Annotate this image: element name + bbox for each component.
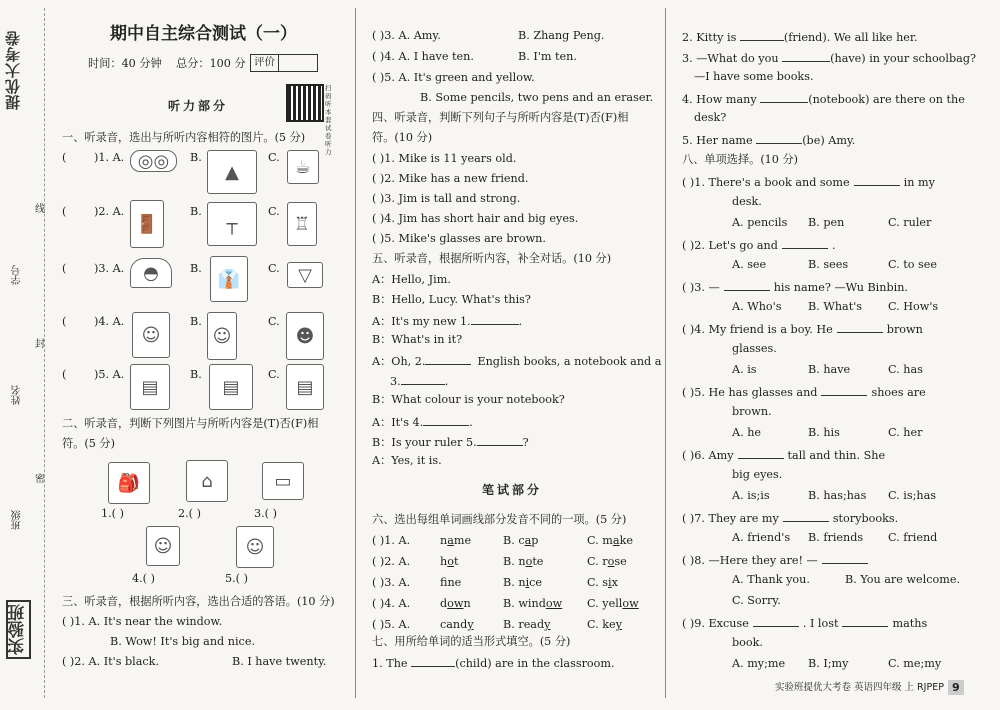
- binding-strip: [0, 0, 45, 710]
- boy-face-icon[interactable]: ☺: [146, 526, 180, 566]
- q7-item-2: [682, 30, 918, 43]
- q8-option[interactable]: A. pencils: [732, 216, 788, 229]
- q4-item-3: ( )3. Jim is tall and strong.: [372, 192, 521, 205]
- word-part: d: [440, 597, 448, 610]
- q6-item-num: ( )5. A.: [372, 618, 411, 631]
- q3-item-5-b: B. Some pencils, two pens and an eraser.: [420, 91, 654, 104]
- option-letter: C.: [587, 534, 603, 547]
- word-part: t: [453, 555, 459, 568]
- q8-option[interactable]: C. How's: [888, 300, 939, 313]
- boy-icon[interactable]: ☺: [132, 312, 170, 358]
- word-part: ce: [529, 576, 543, 589]
- q8-option[interactable]: B. has;has: [808, 489, 867, 502]
- cup-icon[interactable]: ☕: [287, 150, 319, 184]
- q7-item-1-post: (child) are in the classroom.: [455, 657, 615, 670]
- q6-option-c[interactable]: [587, 619, 622, 630]
- option-b: B.: [190, 151, 202, 164]
- q5-line-9: [372, 435, 529, 448]
- underlined-part: y: [544, 618, 551, 631]
- q3-item-3: ( )3. A. Amy.: [372, 29, 441, 42]
- q8-question: [682, 175, 935, 188]
- blank[interactable]: [782, 238, 828, 249]
- underlined-part: y: [467, 618, 474, 631]
- option-letter: B.: [503, 618, 519, 631]
- underlined-part: a: [447, 534, 454, 547]
- option-b: B.: [190, 205, 202, 218]
- q8-option[interactable]: B. What's: [808, 300, 863, 313]
- blank[interactable]: [753, 616, 799, 627]
- q8-question-rest: in my: [903, 176, 935, 189]
- english-book-icon[interactable]: ▤: [286, 364, 324, 410]
- q7-item-3b: —I have some books.: [694, 70, 814, 83]
- q8-question-rest: his name? —Wu Binbin.: [773, 281, 908, 294]
- underlined-part: o: [447, 555, 454, 568]
- q7-item-5-post: (be) Amy.: [802, 134, 856, 147]
- q5-line-3-text: A：It's my new 1.: [372, 315, 471, 328]
- q5-line-10: A：Yes, it is.: [372, 454, 442, 467]
- q2-label-5[interactable]: 5.( ): [225, 572, 248, 585]
- q2-heading-line2: 符。(5 分): [62, 437, 115, 450]
- q8-question: [682, 553, 872, 566]
- q5-line-8-text: A：It's 4.: [372, 416, 424, 429]
- q7-item-3-post: (have) in your schoolbag?: [830, 52, 976, 65]
- q6-option-a[interactable]: [440, 577, 461, 588]
- kid-icon[interactable]: ☺: [207, 312, 237, 360]
- name-label: 姓名: [12, 385, 23, 405]
- chinese-book-icon[interactable]: ▤: [209, 364, 253, 410]
- underlined-part: i: [608, 576, 612, 589]
- q3-item-2-b: B. I have twenty.: [232, 655, 327, 668]
- classroom-icon[interactable]: ⌂: [186, 460, 228, 502]
- q8-question-cont: brown.: [732, 405, 772, 418]
- q1-num: )4. A.: [94, 315, 125, 328]
- q5-line-5-a: A：Oh, 2.: [372, 355, 426, 368]
- page-number: 9: [948, 680, 964, 695]
- underlined-part: ow: [622, 597, 639, 610]
- door-icon[interactable]: 🚪: [130, 200, 164, 248]
- column-divider-2: [665, 8, 666, 698]
- q5-line-1: A：Hello, Jim.: [372, 273, 451, 286]
- q7-item-1-pre: 1. The: [372, 657, 408, 670]
- written-heading: 笔试部分: [482, 483, 543, 497]
- q8-option[interactable]: C. Sorry.: [732, 594, 781, 607]
- blank[interactable]: [724, 280, 770, 291]
- q6-option-b[interactable]: [503, 598, 562, 609]
- series-logo-vertical: 实验班: [6, 600, 31, 659]
- q6-option-a[interactable]: [440, 619, 474, 630]
- q8-option[interactable]: C. me;my: [888, 657, 942, 670]
- underlined-part: a: [612, 534, 620, 547]
- q1-num: )1. A.: [94, 151, 125, 164]
- word-part: yell: [602, 597, 623, 610]
- underlined-part: ow: [545, 597, 563, 610]
- answer-paren[interactable]: (: [62, 315, 67, 328]
- blank[interactable]: [842, 616, 888, 627]
- word-part: te: [532, 555, 544, 568]
- q5-line-3: A：It's my new 1. .: [372, 315, 523, 328]
- q8-question: [682, 616, 927, 629]
- blank-1[interactable]: [471, 314, 519, 325]
- q8-option[interactable]: B. You are welcome.: [845, 573, 960, 586]
- q8-option[interactable]: C. friend: [888, 531, 938, 544]
- q8-question-text: ( )5. He has glasses and: [682, 386, 818, 399]
- option-letter: B.: [503, 576, 519, 589]
- blank[interactable]: [837, 322, 883, 333]
- blank[interactable]: [756, 133, 802, 144]
- footer-text: 实验班提优大考卷 英语四年级 上 RJPEP: [775, 682, 944, 693]
- q8-option[interactable]: B. I;my: [808, 657, 849, 670]
- class-label: 班级: [12, 510, 23, 530]
- total-info: 总分：100 分: [176, 57, 246, 70]
- blank[interactable]: [411, 656, 455, 667]
- answer-paren[interactable]: (: [62, 368, 67, 381]
- underlined-part: i: [525, 576, 530, 589]
- q1-heading: 一、听录音，选出与所听内容相符的图片。(5 分): [62, 131, 306, 144]
- q8-question-text: ( )6. Amy: [682, 449, 734, 462]
- q8-option[interactable]: C. ruler: [888, 216, 932, 229]
- cut-label-1: 线: [35, 204, 45, 215]
- word-part: ke: [602, 618, 616, 631]
- word-part: n: [518, 576, 526, 589]
- option-letter: B.: [503, 534, 519, 547]
- q1-num: )2. A.: [94, 205, 125, 218]
- word-part: n: [518, 555, 526, 568]
- time-info: 时间：40 分钟: [88, 57, 162, 70]
- q4-item-1: ( )1. Mike is 11 years old.: [372, 152, 517, 165]
- q8-option[interactable]: C. is;has: [888, 489, 936, 502]
- q5-line-9-text: B：Is your ruler 5.: [372, 436, 477, 449]
- q8-question-end: maths: [892, 617, 928, 630]
- option-c: C.: [268, 262, 280, 275]
- q4-heading-line1: 四、听录音，判断下列句子与所听内容是(T)否(F)相: [372, 111, 629, 124]
- q5-line-7: B：What colour is your notebook?: [372, 393, 565, 406]
- blank[interactable]: [783, 511, 829, 522]
- q7-item-2-pre: 2. Kitty is: [682, 31, 737, 44]
- word-part: s: [602, 576, 609, 589]
- answer-paren[interactable]: (: [62, 151, 67, 164]
- q3-item-4-b: B. I'm ten.: [518, 50, 577, 63]
- q7-item-1: [372, 656, 615, 669]
- underlined-part: a: [524, 534, 532, 547]
- q8-question-rest: brown: [886, 323, 923, 336]
- skirt-icon[interactable]: ▽: [287, 262, 323, 288]
- painting-icon[interactable]: ▲: [207, 150, 257, 194]
- word-part: r: [602, 555, 608, 568]
- q8-option[interactable]: A. he: [732, 426, 762, 439]
- word-part: wind: [518, 597, 546, 610]
- q2-label-2[interactable]: 2.( ): [178, 507, 201, 520]
- word-part: n: [463, 597, 471, 610]
- q3-item-2: ( )2. A. It's black.: [62, 655, 160, 668]
- q8-option[interactable]: A. is: [732, 363, 757, 376]
- q5-line-5: [372, 354, 661, 367]
- word-part: m: [602, 534, 613, 547]
- q6-option-b[interactable]: [503, 535, 538, 546]
- q7-item-3-pre: 3. —What do you: [682, 52, 779, 65]
- q8-option[interactable]: A. my;me: [732, 657, 786, 670]
- word-part: h: [440, 555, 448, 568]
- q7-item-5-pre: 5. Her name: [682, 134, 753, 147]
- series-title-vertical: 提优大考卷: [4, 30, 22, 110]
- q4-item-2: ( )2. Mike has a new friend.: [372, 172, 529, 185]
- q8-question-text: ( )2. Let's go and: [682, 239, 778, 252]
- q8-question: [682, 511, 898, 524]
- q6-option-a[interactable]: [440, 535, 471, 546]
- word-part: ke: [619, 534, 633, 547]
- option-c: C.: [268, 151, 280, 164]
- q2-label-4[interactable]: 4.( ): [132, 572, 155, 585]
- q8-question-cont: glasses.: [732, 342, 777, 355]
- q3-item-1-b: B. Wow! It's big and nice.: [110, 635, 255, 648]
- q4-item-4: ( )4. Jim has short hair and big eyes.: [372, 212, 579, 225]
- q7-item-3: [682, 51, 976, 64]
- cut-label-2: 封: [35, 339, 45, 350]
- q3-item-1: ( )1. A. It's near the window.: [62, 615, 223, 628]
- q5-line-8: A：It's 4. .: [372, 416, 473, 429]
- option-c: C.: [268, 315, 280, 328]
- q6-option-c[interactable]: [587, 556, 627, 567]
- score-box[interactable]: [250, 54, 318, 72]
- cap-icon[interactable]: ◓: [130, 258, 172, 288]
- q6-item-num: ( )3. A.: [372, 576, 411, 589]
- q6-option-c[interactable]: [587, 577, 618, 588]
- option-letter: C.: [587, 597, 603, 610]
- word-part: se: [614, 555, 627, 568]
- jacket-icon[interactable]: 👔: [210, 256, 248, 302]
- q6-option-a[interactable]: [440, 598, 471, 609]
- q3-heading: 三、听录音，根据所听内容，选出合适的答语。(10 分): [62, 595, 335, 608]
- q8-option[interactable]: B. have: [808, 363, 851, 376]
- q6-item-num: ( )4. A.: [372, 597, 411, 610]
- blank-5[interactable]: [477, 435, 523, 446]
- q8-question-cont: book.: [732, 636, 763, 649]
- answer-paren[interactable]: (: [62, 262, 67, 275]
- q6-option-b[interactable]: [503, 577, 542, 588]
- column-divider-1: [355, 8, 356, 698]
- q8-question-text: ( )8. —Here they are! —: [682, 554, 818, 567]
- q8-question: [682, 322, 923, 335]
- option-letter: B.: [503, 597, 519, 610]
- schoolbag-icon[interactable]: 🎒: [108, 462, 150, 504]
- word-part: x: [611, 576, 618, 589]
- page-title: 期中自主综合测试（一）: [110, 24, 297, 44]
- blank-2[interactable]: [425, 354, 471, 365]
- blank[interactable]: [854, 175, 900, 186]
- blank-4[interactable]: [423, 415, 469, 426]
- q8-question-cont: desk.: [732, 195, 762, 208]
- q8-question: [682, 448, 885, 461]
- option-b: B.: [190, 368, 202, 381]
- blank[interactable]: [760, 92, 808, 103]
- option-b: B.: [190, 262, 202, 275]
- word-part: p: [531, 534, 539, 547]
- q8-question-text: ( )3. —: [682, 281, 720, 294]
- q8-option[interactable]: C. her: [888, 426, 923, 439]
- q8-question-text: ( )1. There's a book and some: [682, 176, 850, 189]
- word-part: ne: [447, 576, 462, 589]
- blank[interactable]: [782, 51, 830, 62]
- fat-boy-icon[interactable]: ☻: [286, 312, 324, 360]
- q7-item-4b: desk?: [694, 111, 727, 124]
- qr-code[interactable]: [286, 84, 324, 122]
- q8-question-rest: .: [831, 239, 836, 252]
- q6-option-c[interactable]: [587, 598, 639, 609]
- option-c: C.: [268, 205, 280, 218]
- binding-cut-line: [44, 8, 45, 698]
- blank[interactable]: [738, 448, 784, 459]
- option-letter: C.: [587, 555, 603, 568]
- word-part: f: [440, 576, 448, 589]
- word-part: read: [518, 618, 545, 631]
- answer-paren[interactable]: (: [62, 205, 67, 218]
- q6-option-b[interactable]: [503, 619, 550, 630]
- q8-option[interactable]: C. has: [888, 363, 923, 376]
- underlined-part: o: [525, 555, 533, 568]
- q8-question: [682, 238, 836, 251]
- q7-item-4-pre: 4. How many: [682, 93, 757, 106]
- word-part: n: [440, 534, 448, 547]
- q6-option-b[interactable]: [503, 556, 543, 567]
- underlined-part: ow: [447, 597, 464, 610]
- option-letter: C.: [587, 576, 603, 589]
- q2-heading-line1: 二、听录音，判断下列图片与所听内容是(T)否(F)相: [62, 417, 319, 430]
- q8-question-text: ( )4. My friend is a boy. He: [682, 323, 833, 336]
- desk-icon[interactable]: ┬: [207, 202, 257, 246]
- q8-question-rest: shoes are: [871, 386, 926, 399]
- q8-question-rest: . I lost: [802, 617, 839, 630]
- q4-heading-line2: 符。(10 分): [372, 131, 433, 144]
- q8-heading: 八、单项选择。(10 分): [682, 153, 799, 166]
- q6-item-num: ( )2. A.: [372, 555, 411, 568]
- q8-option[interactable]: A. Who's: [732, 300, 782, 313]
- q8-option[interactable]: A. Thank you.: [732, 573, 810, 586]
- q8-option[interactable]: A. see: [732, 258, 767, 271]
- q7-item-2-post: (friend). We all like her.: [783, 31, 918, 44]
- q5-line-2: B：Hello, Lucy. What's this?: [372, 293, 531, 306]
- word-part: cand: [440, 618, 468, 631]
- q8-question: [682, 385, 926, 398]
- cut-label-3: 密: [35, 474, 45, 485]
- q8-option[interactable]: A. friend's: [732, 531, 791, 544]
- chair-icon[interactable]: ♖: [287, 202, 317, 246]
- girl-face-icon[interactable]: ☺: [236, 526, 274, 568]
- q3-item-4: ( )4. A. I have ten.: [372, 50, 474, 63]
- q5-line-9-end: ?: [522, 436, 529, 449]
- notebook-icon[interactable]: ▭: [262, 462, 304, 500]
- underlined-part: y: [615, 618, 623, 631]
- option-b: B.: [190, 315, 202, 328]
- q2-label-3[interactable]: 3.( ): [254, 507, 277, 520]
- option-letter: C.: [587, 618, 603, 631]
- q8-option[interactable]: B. his: [808, 426, 840, 439]
- q8-question: [682, 280, 908, 293]
- q7-item-5: [682, 133, 855, 146]
- q4-item-5: ( )5. Mike's glasses are brown.: [372, 232, 546, 245]
- q5-heading: 五、听录音，根据所听内容，补全对话。(10 分): [372, 252, 612, 265]
- listening-heading: 听力部分: [168, 99, 229, 113]
- word-part: c: [518, 534, 525, 547]
- blank[interactable]: [822, 553, 868, 564]
- blank[interactable]: [740, 30, 784, 41]
- q5-line-6: 3. .: [390, 375, 449, 388]
- q5-line-6-text: 3.: [390, 375, 401, 388]
- blank-3[interactable]: [401, 374, 445, 385]
- q1-num: )3. A.: [94, 262, 125, 275]
- q8-option[interactable]: B. sees: [808, 258, 849, 271]
- blank[interactable]: [821, 385, 867, 396]
- q8-question-text: ( )7. They are my: [682, 512, 779, 525]
- q8-option[interactable]: C. to see: [888, 258, 938, 271]
- q7-heading: 七、用所给单词的适当形式填空。(5 分): [372, 635, 571, 648]
- q6-option-a[interactable]: [440, 556, 458, 567]
- q7-item-4: [682, 92, 965, 105]
- q3-item-5: ( )5. A. It's green and yellow.: [372, 71, 535, 84]
- q2-label-1[interactable]: 1.( ): [101, 507, 124, 520]
- q8-question-rest: storybooks.: [832, 512, 899, 525]
- q8-option[interactable]: B. pen: [808, 216, 845, 229]
- qr-note: 扫码听本套试卷听力: [325, 84, 332, 156]
- q8-question-cont: big eyes.: [732, 468, 783, 481]
- q5-line-5-b: English books, a notebook and a: [477, 355, 662, 368]
- q8-question-text: ( )9. Excuse: [682, 617, 749, 630]
- q3-item-3-b: B. Zhang Peng.: [518, 29, 605, 42]
- q8-option[interactable]: B. friends: [808, 531, 864, 544]
- option-c: C.: [268, 368, 280, 381]
- q5-line-4: B：What's in it?: [372, 333, 463, 346]
- q6-item-num: ( )1. A.: [372, 534, 411, 547]
- word-part: me: [453, 534, 472, 547]
- q7-item-4-post: (notebook) are there on the: [808, 93, 965, 106]
- score-label: 评价: [251, 55, 279, 71]
- student-id-label: 学号: [12, 265, 23, 285]
- q8-question-rest: tall and thin. She: [787, 449, 886, 462]
- q8-option[interactable]: A. is;is: [732, 489, 770, 502]
- q6-heading: 六、选出每组单词画线部分发音不同的一项。(5 分): [372, 513, 627, 526]
- glasses-icon[interactable]: ◎◎: [130, 150, 177, 172]
- underlined-part: o: [607, 555, 615, 568]
- q1-num: )5. A.: [94, 368, 125, 381]
- option-letter: B.: [503, 555, 519, 568]
- math-book-icon[interactable]: ▤: [130, 364, 170, 410]
- q6-option-c[interactable]: [587, 535, 633, 546]
